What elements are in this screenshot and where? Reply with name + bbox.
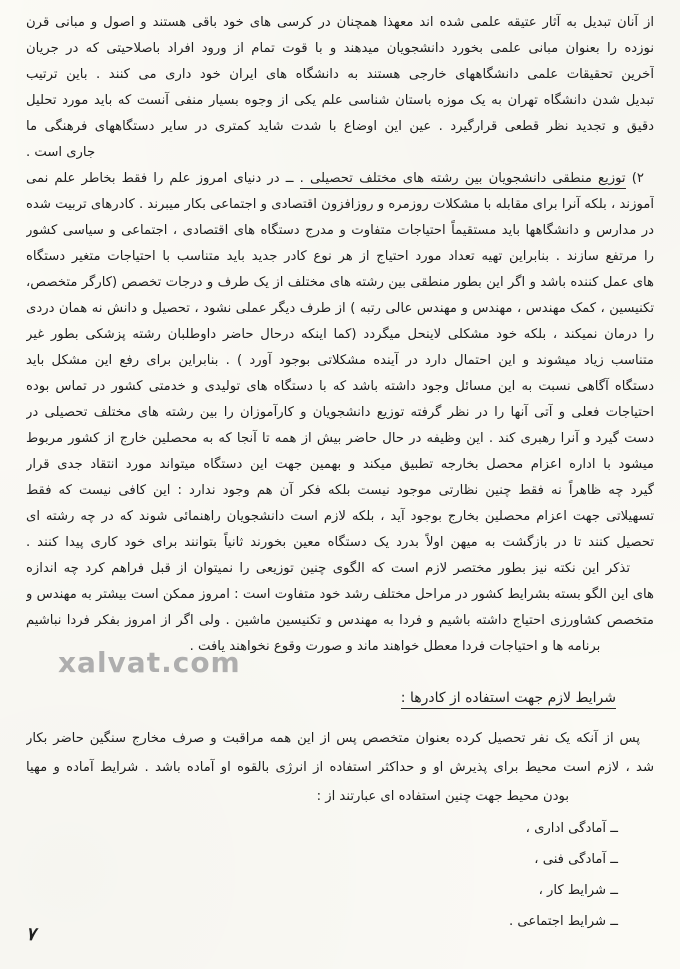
text-line: دقیق و تجدید نظر قطعی قرارگیرد . عین این اوضاع با شدت شاید کمتری در سایر دستگاههای فرهنگی ما <box>26 119 654 134</box>
paragraph-3 <box>26 556 654 660</box>
lead-rest-text: ــ در دنیای امروز علم را فقط بخاطر علم نمی <box>26 171 294 186</box>
list-item: ــ شرایط کار ، <box>538 883 618 898</box>
paragraph-2 <box>26 166 654 556</box>
text-line: متخصص کشاورزی احتیاج داشته باشیم و فردا به مهندس و تکنیسین ماشین . ولی اگر از امروز بفکر فردا نباشیم <box>26 613 654 628</box>
paragraph-1 <box>26 10 654 166</box>
paragraph-1-lines <box>26 10 654 166</box>
text-line: میشود با اداره اعزام محصل بخارجه تطبیق میکند و بهمین جهت این دستگاه میتواند مورد انتقاد جدی قرار <box>26 457 654 472</box>
page-number: ٧ <box>26 924 36 945</box>
list-item: ــ آمادگی اداری ، <box>525 821 618 836</box>
item-number: ۲) <box>631 171 644 186</box>
text-line: گیرد چه ظاهراً نه فقط چنین نظارتی موجود نیست بلکه فکر آن هم وجود ندارد : این کافی نیست که فقط <box>26 483 654 498</box>
text-line: های عمل کننده باشد و اگر این بطور منطقی بین رشته های مختلف از یک طرف و درجات تخصص (کارگر متخصص، <box>26 275 654 290</box>
paragraph-2-lines <box>26 192 654 556</box>
text-line: تذکر این نکته نیز بطور مختصر لازم است که الگوی چنین توزیعی را نمیتوان از قبل فراهم کرد چه اندازه‌ <box>26 561 630 576</box>
text-line: دستگاه آگاهی نسبت به این مسائل وجود داشته باشد که با دستگاه های تولیدی و خدمتی کشور در تماس بوده <box>26 379 654 394</box>
section-heading-text: شرایط لازم جهت استفاده از کادرها : <box>401 690 616 709</box>
section-heading <box>26 686 616 710</box>
text-line: شد ، لازم است محیط برای پذیرش او و حداکثر استفاده از انرژی بالقوه او آماده باشد . شرایط آماده و مهیا <box>26 760 654 775</box>
underlined-topic: توزیع منطقی دانشجویان بین رشته های مختلف تحصیلی . <box>300 171 626 189</box>
text-line: دست گیرد و آنرا رهبری کند . این وظیفه در حال حاضر بیش از همه تا آنجا که به محصلین خارج از کشور مربوط <box>26 431 654 446</box>
list-item: ــ شرایط اجتماعی . <box>509 914 618 929</box>
text-line: برنامه ها و احتیاجات فردا معطل خواهند ماند و صورت وقوع نخواهند یافت . <box>189 639 601 654</box>
text-line: تکنیسین ، کمک مهندس ، مهندس و مهندس عالی رتبه ) از طرف دیگر عملی نشود ، تحصیل و دانش نه همان دردی <box>26 301 654 316</box>
text-line: آخرین تحقیقات علمی دانشگاههای خارجی هستند به دانشگاه های ایران خود داری می کنند . باین ترتیب <box>26 67 654 82</box>
paragraph-4-lines <box>26 724 654 811</box>
text-line: را درمان نمیکند ، بلکه خود مشکلی لاینحل میگردد (کما اینکه درحال حاضر داوطلبان رشته پزشکی بطور غیر <box>26 327 654 342</box>
text-line: آموزند ، بلکه آنرا برای مقابله با مشکلات روزمره و روزافزون اقتصادی و اجتماعی بکار میبرند . کادرهای تربیت شده <box>26 197 654 212</box>
paragraph-3-lines <box>26 556 654 660</box>
text-line: های این الگو بسته بشرایط کشور در مراحل مختلف رشد خود متفاوت است : امروز ممکن است بیشتر به مهندس و <box>26 587 654 602</box>
text-line: احتیاجات فعلی و آتی آنها را در نظر گرفته توزیع دانشجویان و کارآموزان را بین رشته های مختلف تحصیلی در <box>26 405 654 420</box>
conditions-list <box>26 813 654 937</box>
text-line: پس از آنکه یک نفر تحصیل کرده بعنوان متخصص پس از این همه مراقبت و صرف مخارج سنگین حاضر بکار <box>26 731 640 746</box>
text-line: جاری است . <box>26 145 96 160</box>
text-line: نوزده را بعنوان مبانی علمی بخورد دانشجویان میدهند و با قوت تمام از ورود افراد باصلاحیتی که در جریان <box>26 41 654 56</box>
watermark: xalvat.com <box>58 646 241 679</box>
text-line: بودن محیط جهت چنین استفاده ای عبارتند از : <box>316 789 569 804</box>
text-line: تسهیلاتی جهت اعزام محصلین بخارج بوجود آید ، بلکه لازم است دانشجویان راهنمائی شوند که در چه رشته ای <box>26 509 654 524</box>
text-line: تبدیل شدن دانشگاه تهران به یک موزه باستان شناسی علم یکی از وجوه بسیار منفی آنست که باید مورد تحلیل <box>26 93 654 108</box>
list-item: ــ آمادگی فنی ، <box>534 852 618 867</box>
text-line: در مدارس و دانشگاهها باید مستقیماً احتیاجات متفاوت و مدرج دستگاه های اقتصادی ، اجتماعی و سیاسی کشور <box>26 223 654 238</box>
text-line: متناسب زیاد میشوند و این احتمال دارد در آینده مشکلاتی بوجود آورد ) . بنابراین برای رفع این مشکل باید <box>26 353 654 368</box>
text-line: تحصیل کنند تا در بازگشت به میهن اولاً بدرد یک دستگاه معین بخورند ثانیاً بتوانند برای خود کاری پیدا کنند . <box>26 535 654 550</box>
conditions-list-lines <box>26 813 654 937</box>
text-line: از آنان تبدیل به آثار عتیقه علمی شده اند معهذا همچنان در کرسی های خود باقی هستند و اصول و مبانی قرن <box>26 15 654 30</box>
text-line: را مرتفع سازند . بنابراین تهیه تعداد مورد احتیاج از هر نوع کادر جدید باید متناسب با احتیاجات متغیر دستگاه‌ <box>26 249 654 264</box>
paragraph-4 <box>26 724 654 811</box>
paragraph-2-lead-line <box>26 166 654 192</box>
